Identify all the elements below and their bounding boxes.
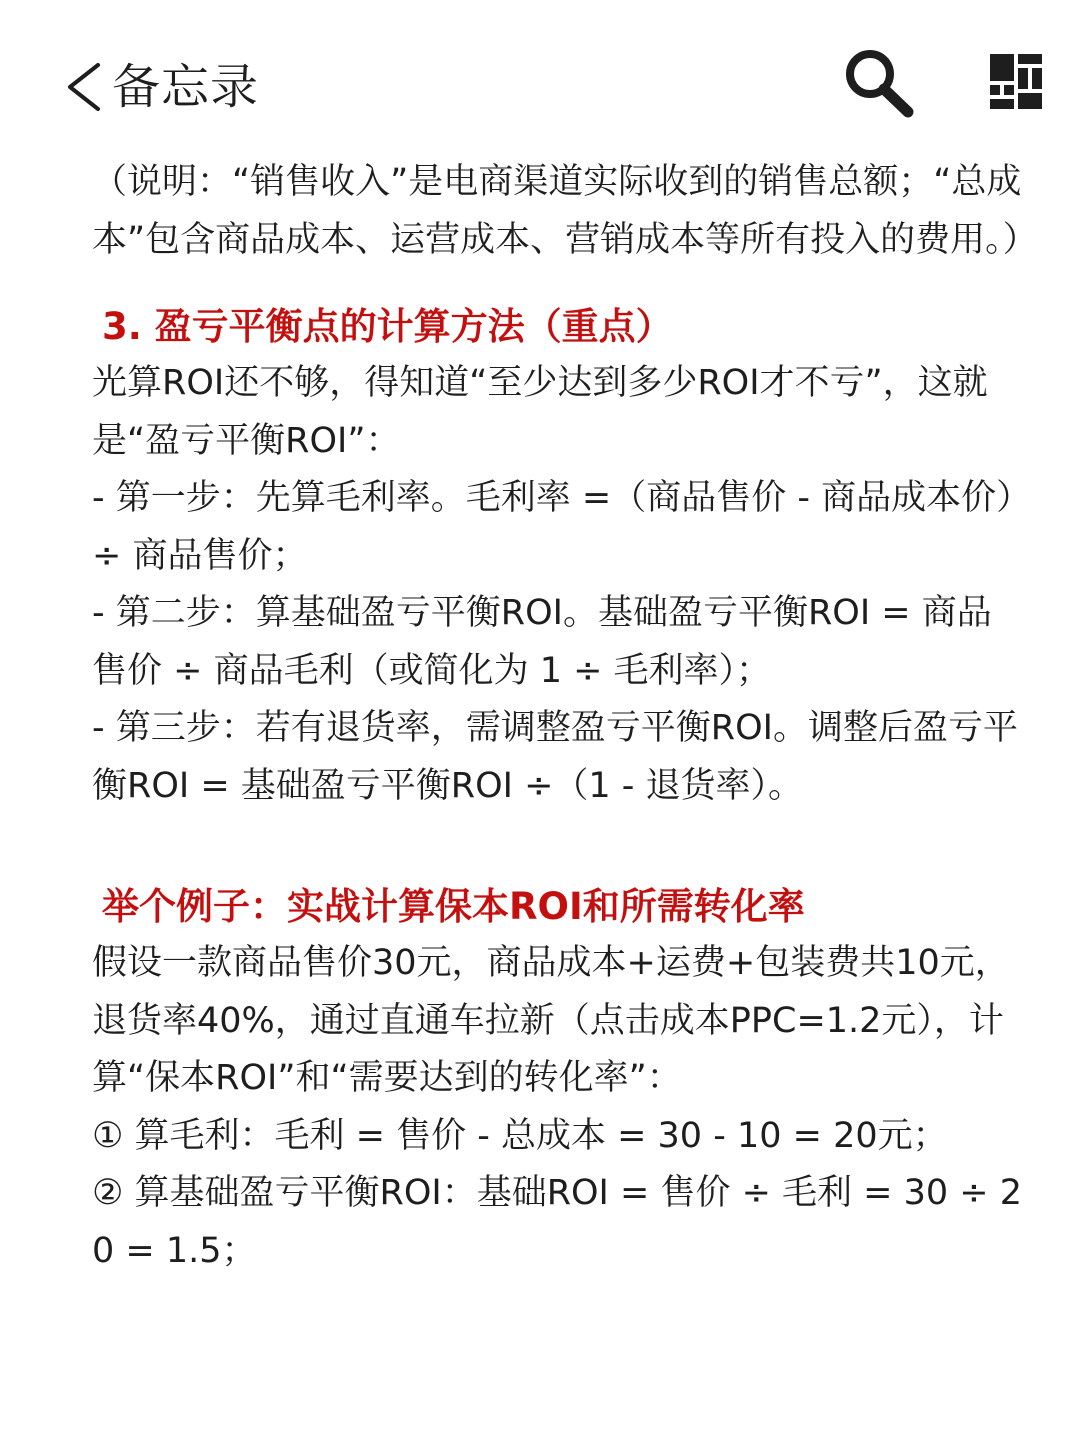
section-heading-breakeven: 3. 盈亏平衡点的计算方法（重点）	[102, 305, 673, 348]
layout-grid-icon	[986, 50, 1046, 112]
note-paragraph: （说明：“销售收入”是电商渠道实际收到的销售总额；“总成本”包含商品成本、运营成本、营销成本等所有投入的费用。）	[92, 162, 1038, 260]
page-title: 备忘录	[112, 59, 260, 115]
example-line-intro: 假设一款商品售价30元，商品成本+运费+包装费共10元，退货率40%，通过直通车拉新（点击成本PPC=1.2元），计算“保本ROI”和“需要达到的转化率”：	[92, 943, 1010, 1098]
chevron-left-icon	[62, 57, 106, 117]
section-line-step2: - 第二步：算基础盈亏平衡ROI。基础盈亏平衡ROI = 商品售价 ÷ 商品毛利（或简化为 1 ÷ 毛利率）；	[92, 593, 992, 691]
note-content[interactable]	[92, 154, 1038, 1280]
search-icon	[838, 44, 918, 120]
example-line-step2: ② 算基础盈亏平衡ROI：基础ROI = 售价 ÷ 毛利 = 30 ÷ 20 = 1.5；	[92, 1173, 1022, 1271]
layout-button[interactable]	[986, 50, 1046, 112]
section-line-step3: - 第三步：若有退货率，需调整盈亏平衡ROI。调整后盈亏平衡ROI = 基础盈亏平衡ROI ÷（1 - 退货率）。	[92, 708, 1018, 806]
search-button[interactable]	[838, 44, 918, 120]
section-heading-example: 举个例子：实战计算保本ROI和所需转化率	[102, 885, 805, 928]
top-bar	[0, 0, 1080, 150]
section-line-step1: - 第一步：先算毛利率。毛利率 =（商品售价 - 商品成本价）÷ 商品售价；	[92, 478, 1014, 576]
back-button[interactable]	[62, 52, 259, 122]
section-line: 光算ROI还不够，得知道“至少达到多少ROI才不亏”，这就是“盈亏平衡ROI”：	[92, 363, 988, 461]
example-line-step1: ① 算毛利：毛利 = 售价 - 总成本 = 30 - 10 = 20元；	[92, 1115, 948, 1156]
